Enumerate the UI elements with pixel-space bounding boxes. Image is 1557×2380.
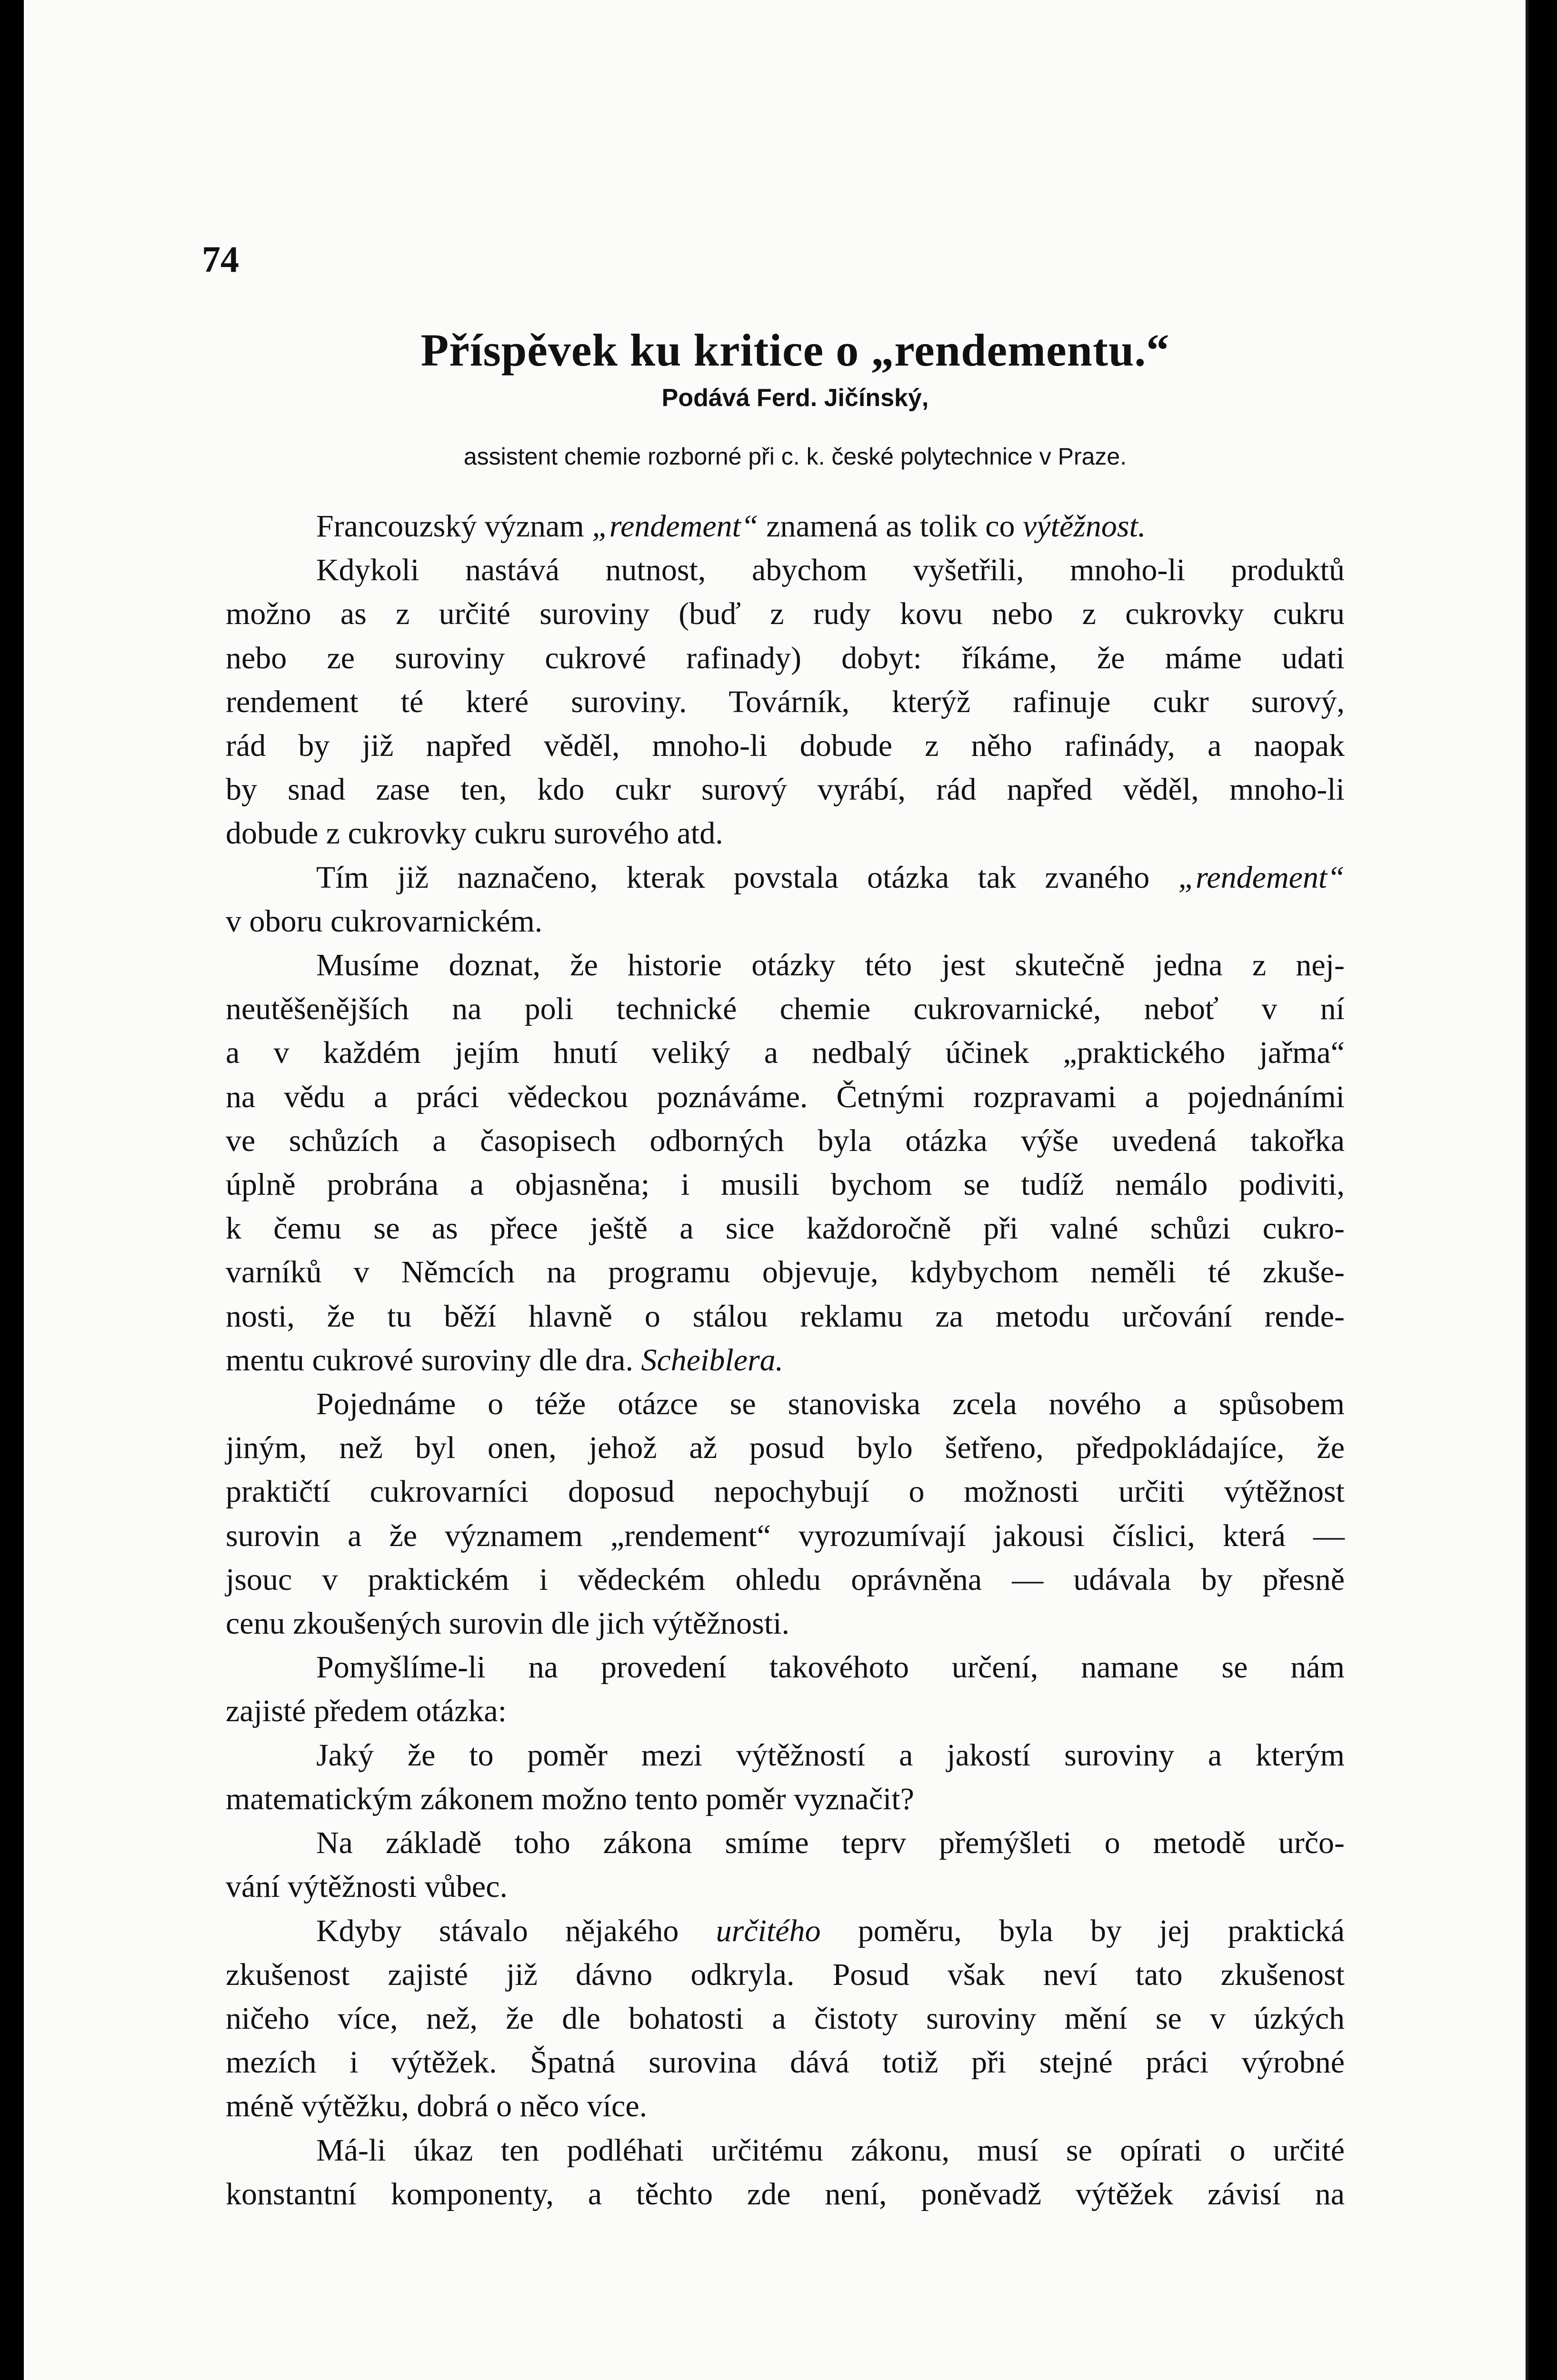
line-text: Musíme doznat, že historie otázky této jest skutečně jedna z nej- [316,948,1345,983]
text-line [226,2129,1345,2172]
text-line [226,1031,1345,1075]
italic-text: výtěžnost. [1023,509,1146,544]
text-line [226,1339,1345,1382]
text-line [226,768,1345,812]
line-text: mezích i výtěžek. Špatná surovina dává totiž při stejné práci výrobné [226,2045,1345,2080]
line-text: méně výtěžku, dobrá o něco více. [226,2089,648,2124]
italic-text: „rendement“ [1178,860,1345,895]
line-text: konstantní komponenty, a těchto zde není, poněvadž výtěžek závisí na [226,2176,1345,2211]
text-line [226,1470,1345,1514]
line-text: vání výtěžnosti vůbec. [226,1869,508,1904]
text-line [226,1119,1345,1163]
line-text: nebo ze suroviny cukrové rafinady) dobyt: říkáme, že máme udati [226,640,1345,675]
text-line [226,636,1345,680]
line-text: Kdyby stávalo nějakého [316,1913,716,1948]
text-line [226,812,1345,855]
text-line [226,1865,1345,1909]
text-line [226,2172,1345,2216]
italic-text: „rendement“ [592,509,759,544]
text-line [226,1734,1345,1777]
text-line [226,1207,1345,1250]
text-line [226,680,1345,724]
line-text: Pojednáme o téže otázce se stanoviska zcela nového a spůsobem [316,1387,1345,1422]
text-line [226,548,1345,592]
line-text: jsouc v praktickém i vědeckém ohledu oprávněna — udávala by přesně [226,1562,1345,1597]
page-number: 74 [202,238,239,280]
line-text: ve schůzích a časopisech odborných byla otázka výše uvedená takořka [226,1123,1345,1158]
text-line [226,1558,1345,1602]
text-line [226,1426,1345,1470]
text-line [226,1777,1345,1821]
author-byline: Podává Ferd. Jičínský, [661,384,929,412]
text-line [226,724,1345,768]
text-line [226,1295,1345,1339]
text-line [226,1646,1345,1689]
line-text: ničeho více, než, že dle bohatosti a čistoty suroviny mění se v úzkých [226,2001,1345,2036]
text-line [226,1250,1345,1294]
text-line [226,1689,1345,1733]
line-text: nosti, že tu běží hlavně o stálou reklamu za metodu určování rende- [226,1299,1345,1334]
text-line [226,592,1345,636]
text-line [226,1602,1345,1646]
line-text: zajisté předem otázka: [226,1694,507,1729]
line-text: praktičtí cukrovarníci doposud nepochybují o možnosti určiti výtěžnost [226,1474,1345,1509]
text-line [226,1953,1345,1997]
text-line [226,1382,1345,1426]
line-text: rád by již napřed věděl, mnoho-li dobude z něho rafinády, a naopak [226,728,1345,764]
line-text: poměru, byla by jej praktická [820,1913,1345,1948]
line-text: mentu cukrové suroviny dle dra. [226,1342,641,1378]
line-text: v oboru cukrovarnickém. [226,903,543,939]
line-text: cenu zkoušených surovin dle jich výtěžnosti. [226,1606,790,1641]
line-text: neutěšenějších na poli technické chemie cukrovarnické, neboť v ní [226,992,1345,1027]
line-text: Kdykoli nastává nutnost, abychom vyšetřili, mnoho-li produktů [316,553,1345,588]
text-line [226,1909,1345,1953]
line-text: možno as z určité suroviny (buď z rudy kovu nebo z cukrovky cukru [226,596,1345,632]
line-text: dobude z cukrovky cukru surového atd. [226,816,723,851]
line-text: varníků v Němcích na programu objevuje, kdybychom neměli té zkuše- [226,1255,1345,1290]
line-text: Na základě toho zákona smíme teprv přemýšleti o metodě určo- [316,1825,1345,1861]
line-text: jiným, než byl onen, jehož až posud bylo šetřeno, předpokládajíce, že [226,1430,1345,1466]
line-text: Pomyšlíme-li na provedení takovéhoto určení, namane se nám [316,1650,1345,1685]
line-text: Tím již naznačeno, kterak povstala otázka tak zvaného [316,860,1178,895]
line-text: Jaký že to poměr mezi výtěžností a jakostí suroviny a kterým [316,1737,1345,1773]
article-title: Příspěvek ku kritice o „rendementu.“ [420,325,1170,376]
line-text: by snad zase ten, kdo cukr surový vyrábí, rád napřed věděl, mnoho-li [226,772,1345,807]
italic-text: určitého [716,1913,821,1948]
line-text: znamená as tolik co [758,509,1023,544]
text-line [226,1514,1345,1558]
line-text: na vědu a práci vědeckou poznáváme. Četnými rozpravami a pojednáními [226,1079,1345,1114]
article-body [226,505,1345,2216]
text-line [226,505,1345,548]
line-text: Má-li úkaz ten podléhati určitému zákonu, musí se opírati o určité [316,2132,1345,2168]
text-line [226,856,1345,900]
page-edge [1526,0,1528,2380]
line-text: surovin a že významem „rendement“ vyrozumívají jakousi číslici, která — [226,1518,1345,1553]
author-affiliation: assistent chemie rozborné při c. k. české polytechnice v Praze. [463,443,1127,470]
text-line [226,1075,1345,1119]
text-line [226,1821,1345,1865]
line-text: rendement té které suroviny. Továrník, kterýž rafinuje cukr surový, [226,684,1345,719]
line-text: matematickým zákonem možno tento poměr vyznačit? [226,1781,914,1816]
italic-text: Scheiblera. [641,1342,784,1378]
text-line [226,987,1345,1031]
line-text: a v každém jejím hnutí veliký a nedbalý účinek „praktického jařma“ [226,1035,1345,1071]
line-text: zkušenost zajisté již dávno odkryla. Posud však neví tato zkušenost [226,1957,1345,1992]
text-line [226,2084,1345,2128]
text-line [226,943,1345,987]
text-line [226,1163,1345,1207]
line-text: k čemu se as přece ještě a sice každoročně při valné schůzi cukro- [226,1211,1345,1246]
text-line [226,900,1345,943]
line-text: úplně probrána a objasněna; i musili bychom se tudíž nemálo podiviti, [226,1167,1345,1202]
line-text: Francouzský význam [316,509,592,544]
text-line [226,2041,1345,2084]
text-line [226,1997,1345,2041]
